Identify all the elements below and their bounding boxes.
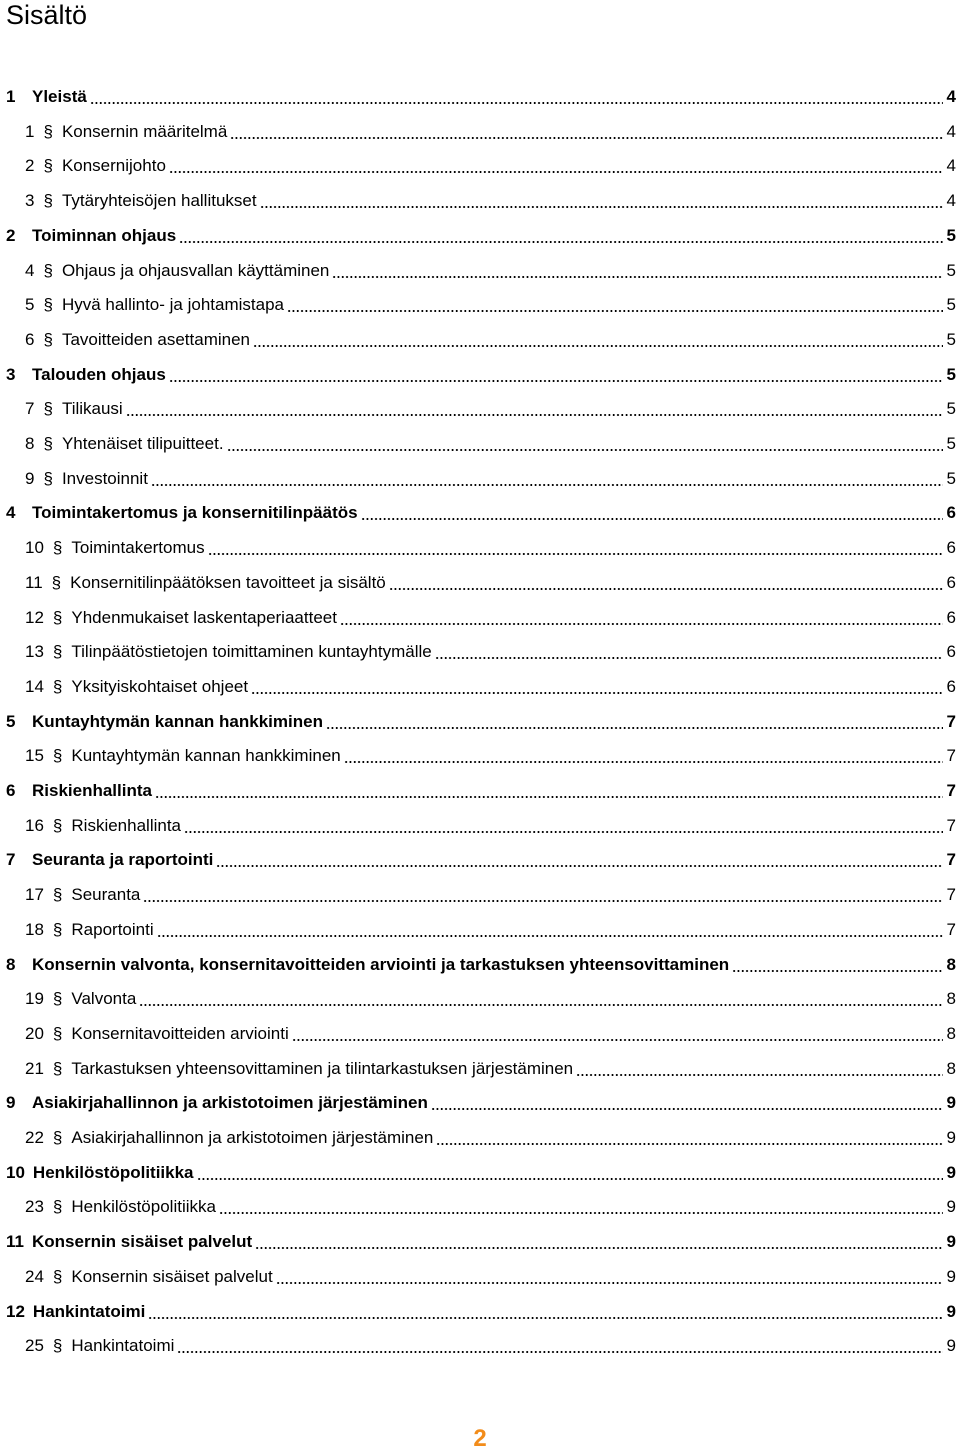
toc-entry-title: Investoinnit: [61, 469, 148, 488]
toc-entry[interactable]: [0, 151, 958, 181]
toc-entry-title: Yleistä: [32, 87, 87, 106]
toc-entry-title: Konsernin sisäiset palvelut: [32, 1232, 253, 1251]
toc-entry-number: 6: [6, 781, 16, 800]
toc-entry-page: 6: [946, 677, 956, 696]
toc-entry-title: Talouden ohjaus: [32, 365, 166, 384]
dot-leader: [155, 796, 943, 798]
toc-entry-number: 9: [6, 1093, 16, 1112]
toc-entry-page: 6: [946, 642, 956, 661]
section-sign-icon: §: [52, 1336, 63, 1355]
toc-entry-number: 4: [25, 261, 35, 280]
dot-leader: [361, 518, 943, 520]
dot-leader: [292, 1039, 943, 1041]
toc-entry-page: 9: [946, 1093, 956, 1112]
toc-entry-title: Tilinpäätöstietojen toimittaminen kuntayhtymälle: [71, 642, 432, 661]
toc-entry[interactable]: [0, 221, 958, 251]
dot-leader: [157, 935, 943, 937]
toc-entry-page: 5: [946, 330, 956, 349]
toc-entry[interactable]: [0, 1123, 958, 1153]
dot-leader: [326, 727, 943, 729]
section-sign-icon: §: [52, 885, 63, 904]
dot-leader: [576, 1074, 942, 1076]
toc-entry-number: 7: [25, 399, 35, 418]
section-sign-icon: §: [52, 608, 63, 627]
toc-entry-page: 6: [946, 608, 956, 627]
toc-entry[interactable]: [0, 429, 958, 459]
toc-entry-number: 5: [25, 295, 35, 314]
toc-entry[interactable]: [0, 1262, 958, 1292]
dot-leader: [436, 1143, 942, 1145]
toc-entry-number: 24: [25, 1267, 44, 1286]
section-sign-icon: §: [52, 1024, 63, 1043]
toc-entry-title: Konsernin määritelmä: [61, 122, 228, 141]
toc-entry-number: 12: [6, 1302, 25, 1321]
toc-entry[interactable]: [0, 186, 958, 216]
toc-entry-title: Henkilöstöpolitiikka: [32, 1163, 194, 1182]
toc-entry-title: Konsernitilinpäätöksen tavoitteet ja sisältö: [70, 573, 386, 592]
toc-entry[interactable]: [0, 290, 958, 320]
toc-entry-number: 2: [6, 226, 16, 245]
toc-entry[interactable]: [0, 1192, 958, 1222]
section-sign-icon: §: [43, 122, 53, 141]
dot-leader: [253, 345, 943, 347]
section-sign-icon: §: [43, 399, 53, 418]
toc-entry-page: 6: [946, 538, 956, 557]
toc-entry-title: Toimintakertomus: [71, 538, 205, 557]
toc-entry[interactable]: [0, 1158, 958, 1188]
toc-entry-page: 8: [946, 1059, 956, 1078]
dot-leader: [340, 623, 943, 625]
section-sign-icon: §: [52, 1128, 63, 1147]
toc-entry-page: 5: [946, 295, 956, 314]
toc-entry-title: Asiakirjahallinnon ja arkistotoimen järjestäminen: [71, 1128, 434, 1147]
dot-leader: [143, 900, 942, 902]
dot-leader: [197, 1178, 943, 1180]
section-sign-icon: §: [52, 642, 63, 661]
toc-entry-page: 4: [946, 191, 956, 210]
toc-entry[interactable]: [0, 984, 958, 1014]
toc-entry-number: 25: [25, 1336, 44, 1355]
dot-leader: [126, 414, 943, 416]
toc-entry-page: 9: [946, 1197, 956, 1216]
page-title: Sisältö: [6, 0, 88, 30]
section-sign-icon: §: [52, 1197, 63, 1216]
toc-entry-title: Toiminnan ohjaus: [32, 226, 177, 245]
toc-entry[interactable]: [0, 672, 958, 702]
toc-entry-page: 9: [946, 1267, 956, 1286]
toc-entry-title: Tytäryhteisöjen hallitukset: [61, 191, 257, 210]
toc-entry-number: 3: [25, 191, 35, 210]
section-sign-icon: §: [43, 469, 53, 488]
toc-entry[interactable]: [0, 82, 958, 112]
toc-entry[interactable]: [0, 498, 958, 528]
page-number: 2: [473, 1425, 487, 1452]
toc-entry-number: 8: [6, 955, 16, 974]
toc-entry-page: 9: [946, 1302, 956, 1321]
toc-entry[interactable]: [0, 1227, 958, 1257]
toc-entry-number: 12: [25, 608, 44, 627]
toc-entry[interactable]: [0, 394, 958, 424]
dot-leader: [255, 1247, 942, 1249]
toc-entry[interactable]: [0, 1297, 958, 1327]
toc-entry-title: Toimintakertomus ja konsernitilinpäätös: [32, 503, 358, 522]
toc-entry-page: 6: [946, 503, 956, 522]
toc-entry-page: 8: [946, 955, 956, 974]
dot-leader: [276, 1282, 943, 1284]
toc-entry-number: 21: [25, 1059, 44, 1078]
toc-entry-title: Asiakirjahallinnon ja arkistotoimen järjestäminen: [32, 1093, 428, 1112]
dot-leader: [344, 761, 943, 763]
toc-entry[interactable]: [0, 707, 958, 737]
toc-entry[interactable]: [0, 325, 958, 355]
dot-leader: [216, 865, 942, 867]
toc-entry-number: 6: [25, 330, 35, 349]
toc-entry-title: Seuranta ja raportointi: [32, 850, 214, 869]
section-sign-icon: §: [43, 434, 53, 453]
dot-leader: [287, 310, 943, 312]
section-sign-icon: §: [51, 573, 62, 592]
toc-entry[interactable]: [0, 256, 958, 286]
dot-leader: [227, 449, 943, 451]
toc-entry-page: 9: [946, 1232, 956, 1251]
toc-entry[interactable]: [0, 568, 958, 598]
dot-leader: [230, 137, 942, 139]
toc-entry[interactable]: [0, 603, 958, 633]
dot-leader: [169, 380, 943, 382]
dot-leader: [251, 692, 942, 694]
section-sign-icon: §: [43, 191, 53, 210]
toc-entry-title: Tarkastuksen yhteensovittaminen ja tilintarkastuksen järjestäminen: [71, 1059, 574, 1078]
toc-entry-page: 4: [946, 156, 956, 175]
toc-entry[interactable]: [0, 533, 958, 563]
toc-entry-number: 11: [25, 573, 43, 592]
toc-entry-page: 5: [946, 261, 956, 280]
toc-entry[interactable]: [0, 950, 958, 980]
toc-entry-number: 23: [25, 1197, 44, 1216]
dot-leader: [169, 171, 943, 173]
toc-entry-page: 8: [946, 989, 956, 1008]
toc-entry-title: Riskienhallinta: [71, 816, 182, 835]
toc-entry[interactable]: [0, 1019, 958, 1049]
toc-entry-title: Konsernitavoitteiden arviointi: [71, 1024, 289, 1043]
toc-entry-title: Yhdenmukaiset laskentaperiaatteet: [71, 608, 337, 627]
toc-entry[interactable]: [0, 845, 958, 875]
toc-entry[interactable]: [0, 776, 958, 806]
section-sign-icon: §: [52, 989, 63, 1008]
section-sign-icon: §: [43, 261, 53, 280]
toc-entry-number: 14: [25, 677, 44, 696]
dot-leader: [148, 1317, 942, 1319]
section-sign-icon: §: [52, 677, 63, 696]
toc-entry[interactable]: [0, 880, 958, 910]
dot-leader: [177, 1351, 942, 1353]
toc-entry-page: 8: [946, 1024, 956, 1043]
toc-entry[interactable]: [0, 117, 958, 147]
toc-entry-page: 7: [946, 920, 956, 939]
toc-entry-page: 9: [946, 1163, 956, 1182]
toc-entry-title: Raportointi: [71, 920, 154, 939]
toc-entry-title: Hankintatoimi: [71, 1336, 175, 1355]
toc-entry-page: 5: [946, 434, 956, 453]
dot-leader: [435, 657, 943, 659]
toc-entry[interactable]: [0, 915, 958, 945]
toc-entry-number: 10: [25, 538, 44, 557]
dot-leader: [139, 1004, 942, 1006]
dot-leader: [260, 206, 943, 208]
dot-leader: [732, 970, 942, 972]
toc-entry-title: Hankintatoimi: [32, 1302, 146, 1321]
toc-entry-page: 5: [946, 226, 956, 245]
dot-leader: [184, 831, 943, 833]
toc-entry-title: Kuntayhtymän kannan hankkiminen: [32, 712, 323, 731]
toc-entry-number: 8: [25, 434, 35, 453]
section-sign-icon: §: [52, 1059, 63, 1078]
toc-entry-number: 20: [25, 1024, 44, 1043]
section-sign-icon: §: [52, 538, 63, 557]
dot-leader: [151, 484, 943, 486]
toc-entry-number: 18: [25, 920, 44, 939]
toc-entry-number: 16: [25, 816, 44, 835]
toc-entry-page: 4: [946, 87, 956, 106]
toc-entry-number: 13: [25, 642, 44, 661]
toc-entry-number: 4: [6, 503, 16, 522]
toc-entry-page: 7: [946, 746, 956, 765]
toc-entry-title: Yksityiskohtaiset ohjeet: [71, 677, 249, 696]
toc-entry-number: 10: [6, 1163, 25, 1182]
toc-entry[interactable]: [0, 637, 958, 667]
toc-entry-number: 17: [25, 885, 44, 904]
toc-entry-title: Riskienhallinta: [32, 781, 152, 800]
dot-leader: [179, 241, 942, 243]
toc-entry-number: 2: [25, 156, 35, 175]
toc-entry-number: 3: [6, 365, 16, 384]
toc-entry-page: 6: [946, 573, 956, 592]
toc-entry[interactable]: [0, 811, 958, 841]
toc-entry-title: Seuranta: [71, 885, 141, 904]
toc-entry-page: 7: [946, 885, 956, 904]
toc-entry-number: 5: [6, 712, 16, 731]
toc-entry-number: 7: [6, 850, 16, 869]
section-sign-icon: §: [52, 746, 63, 765]
toc-entry[interactable]: [0, 360, 958, 390]
toc-entry[interactable]: [0, 1331, 958, 1361]
toc-entry-number: 15: [25, 746, 44, 765]
toc-entry-title: Henkilöstöpolitiikka: [71, 1197, 216, 1216]
section-sign-icon: §: [52, 920, 63, 939]
dot-leader: [389, 588, 943, 590]
toc-entry-page: 9: [946, 1128, 956, 1147]
toc-entry[interactable]: [0, 741, 958, 771]
toc-entry-title: Konsernin valvonta, konsernitavoitteiden arviointi ja tarkastuksen yhteensovittaminen: [32, 955, 730, 974]
toc-entry-page: 7: [946, 816, 956, 835]
toc-entry-number: 1: [6, 87, 16, 106]
section-sign-icon: §: [43, 330, 53, 349]
toc-entry-number: 19: [25, 989, 44, 1008]
toc-entry-number: 11: [6, 1232, 24, 1251]
toc-entry-number: 1: [25, 122, 35, 141]
toc-entry-page: 7: [946, 850, 956, 869]
dot-leader: [208, 553, 943, 555]
toc-entry-title: Valvonta: [71, 989, 137, 1008]
toc-entry-title: Konsernin sisäiset palvelut: [71, 1267, 273, 1286]
toc-entry-page: 4: [946, 122, 956, 141]
dot-leader: [332, 276, 942, 278]
dot-leader: [431, 1108, 943, 1110]
section-sign-icon: §: [52, 816, 63, 835]
toc-entry-page: 5: [946, 399, 956, 418]
toc-entry-page: 7: [946, 781, 956, 800]
toc-entry[interactable]: [0, 1088, 958, 1118]
toc-entry-number: 22: [25, 1128, 44, 1147]
section-sign-icon: §: [43, 156, 53, 175]
section-sign-icon: §: [52, 1267, 63, 1286]
toc-entry-page: 9: [946, 1336, 956, 1355]
toc-entry-number: 9: [25, 469, 35, 488]
toc-entry-title: Ohjaus ja ohjausvallan käyttäminen: [61, 261, 330, 280]
toc-entry-page: 5: [946, 469, 956, 488]
toc-entry-title: Hyvä hallinto- ja johtamistapa: [61, 295, 284, 314]
toc-entry-title: Tavoitteiden asettaminen: [61, 330, 250, 349]
toc-entry-title: Kuntayhtymän kannan hankkiminen: [71, 746, 341, 765]
toc-entry-title: Yhtenäiset tilipuitteet.: [61, 434, 224, 453]
section-sign-icon: §: [43, 295, 53, 314]
toc-entry-page: 5: [946, 365, 956, 384]
dot-leader: [90, 102, 943, 104]
toc-entry-title: Konsernijohto: [61, 156, 166, 175]
dot-leader: [219, 1212, 943, 1214]
toc-entry-title: Tilikausi: [61, 399, 123, 418]
toc-entry[interactable]: [0, 1054, 958, 1084]
toc-entry[interactable]: [0, 464, 958, 494]
toc-entry-page: 7: [946, 712, 956, 731]
